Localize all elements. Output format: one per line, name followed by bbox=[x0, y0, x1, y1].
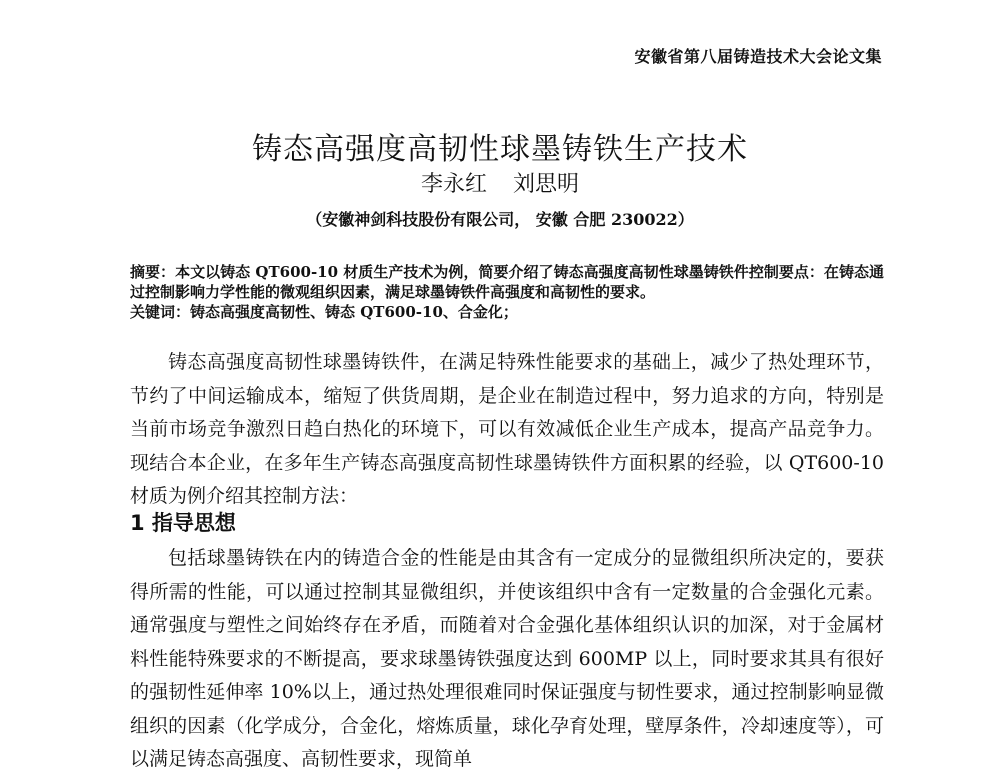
section-1-paragraph: 包括球墨铸铁在内的铸造合金的性能是由其含有一定成分的显微组织所决定的，要获得所需的性能，可以通过控制其显微组织，并使该组织中含有一定数量的合金强化元素。通常强度与塑性之间始终存在矛盾，而随着对合金强化基体组织认识的加深，对于金属材料性能特殊要求的不断提高，要求球墨铸铁强度达到 600MP 以上，同时要求其具有很好的强韧性延伸率 10%以上，通过热处理很难同时保证强度与韧性要求，通过控制影响显微组织的因素（化学成分，合金化，熔炼质量，球化孕育处理，壁厚条件，冷却速度等），可以满足铸态高强度、高韧性要求，现简单 bbox=[130, 547, 884, 770]
author-2: 刘思明 bbox=[513, 172, 580, 197]
intro-paragraph: 铸态高强度高韧性球墨铸铁件，在满足特殊性能要求的基础上，减少了热处理环节，节约了中间运输成本，缩短了供货周期，是企业在制造过程中，努力追求的方向，特别是当前市场竞争激烈日趋白热化的环境下，可以有效减低企业生产成本，提高产品竞争力。现结合本企业，在多年生产铸态高强度高韧性球墨铸铁件方面积累的经验，以 QT600-10 材质为例介绍其控制方法： bbox=[130, 351, 884, 507]
keywords-label: 关键词： bbox=[130, 303, 191, 321]
affiliation: （安徽神剑科技股份有限公司， 安徽 合肥 230022） bbox=[306, 210, 694, 229]
running-head: 安徽省第八届铸造技术大会论文集 bbox=[634, 47, 882, 66]
abstract-label: 摘要： bbox=[130, 263, 176, 281]
authors bbox=[0, 167, 1000, 198]
keywords-text: 铸态高强度高韧性、铸态 QT600-10、合金化； bbox=[190, 303, 518, 321]
paper-title: 铸态高强度高韧性球墨铸铁生产技术 bbox=[252, 132, 748, 168]
keywords bbox=[130, 302, 884, 322]
abstract-block bbox=[130, 262, 884, 322]
abstract bbox=[130, 262, 884, 302]
intro-section bbox=[130, 346, 884, 514]
section-1 bbox=[130, 506, 884, 777]
section-1-heading: 1 指导思想 bbox=[130, 511, 236, 535]
abstract-text: 本文以铸态 QT600-10 材质生产技术为例，简要介绍了铸态高强度高韧性球墨铸铁件控制要点：在铸态通过控制影响力学性能的微观组织因素，满足球墨铸铁件高强度和高韧性的要求。 bbox=[130, 263, 884, 301]
author-1: 李永红 bbox=[420, 172, 487, 197]
